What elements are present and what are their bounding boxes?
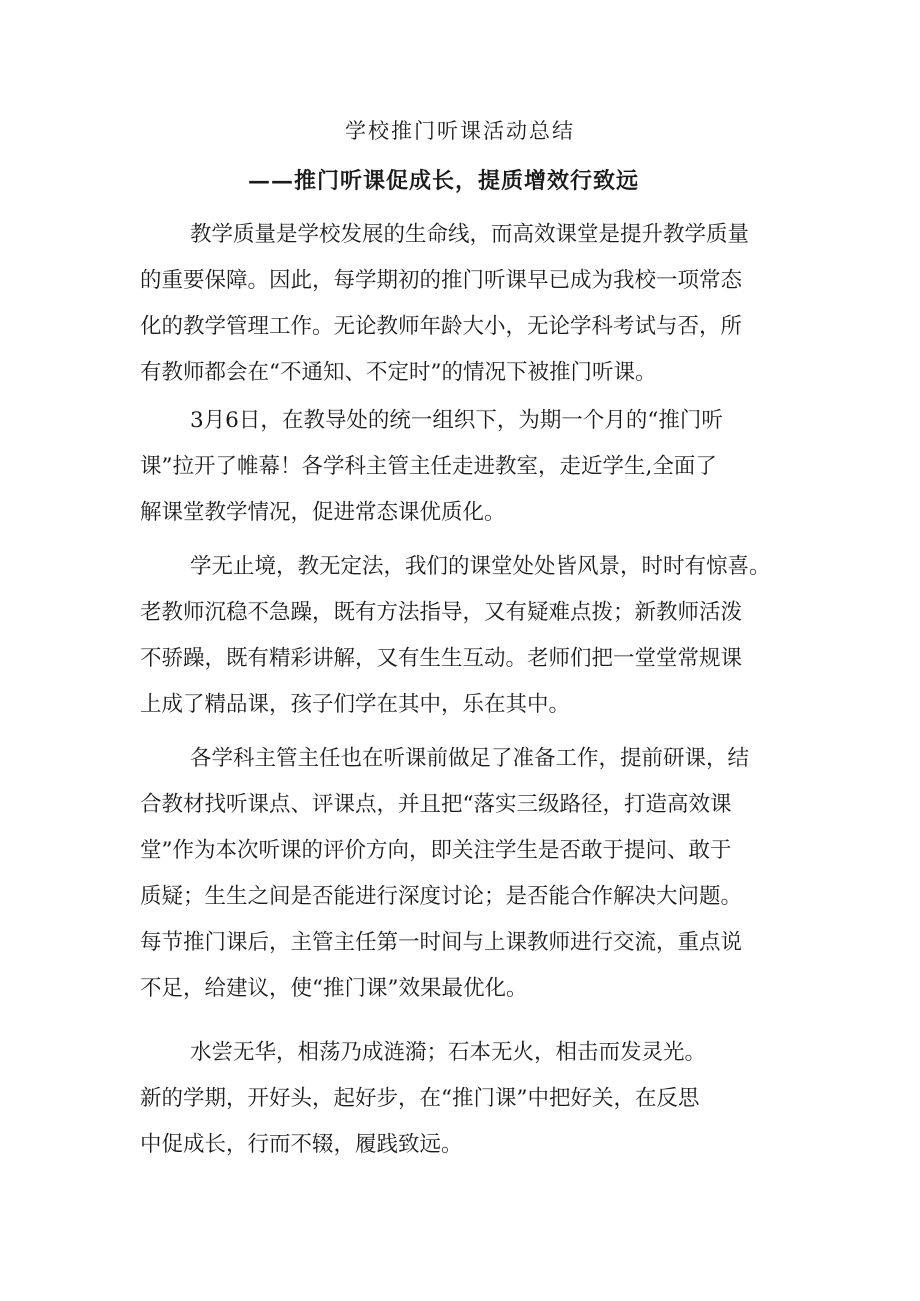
paragraph-line: 化的教学管理工作。无论教师年龄大小，无论学科考试与否，所 xyxy=(140,314,743,339)
paragraph-line: 合教材找听课点、评课点，并且把“落实三级路径，打造高效课 xyxy=(140,792,732,817)
paragraph-line: 中促成长，行而不辍，履践致远。 xyxy=(140,1132,463,1157)
paragraph-line: 水尝无华，相荡乃成涟漪；石本无火，相击而发灵光。 xyxy=(190,1040,707,1065)
paragraph-line: 不足，给建议，使“推门课”效果最优化。 xyxy=(140,976,528,1001)
paragraph-4 xyxy=(140,736,795,1012)
paragraph-line: 课”拉开了帷幕！各学科主管主任走进教室，走近学生,全面了 xyxy=(140,454,717,479)
paragraph-line: 的重要保障。因此，每学期初的推门听课早已成为我校一项常态 xyxy=(140,268,743,293)
paragraph-1 xyxy=(140,212,795,396)
paragraph-5 xyxy=(140,1030,795,1168)
paragraph-line: 学无止境，教无定法，我们的课堂处处皆风景，时时有惊喜。 xyxy=(190,554,771,579)
paragraph-line: 质疑；生生之间是否能进行深度讨论；是否能合作解决大问题。 xyxy=(140,884,743,909)
paragraph-line: 不骄躁，既有精彩讲解，又有生生互动。老师们把一堂堂常规课 xyxy=(140,646,743,671)
paragraph-line: 3月6日，在教导处的统一组织下，为期一个月的“推门听 xyxy=(190,408,723,433)
paragraph-line: 有教师都会在“不通知、不定时”的情况下被推门听课。 xyxy=(140,360,657,385)
paragraph-3 xyxy=(140,544,795,728)
paragraph-line: 解课堂教学情况，促进常态课优质化。 xyxy=(140,500,506,525)
document-subtitle: ——推门听课促成长，提质增效行致远 xyxy=(248,168,640,194)
paragraph-line: 新的学期，开好头，起好步，在“推门课”中把好关，在反思 xyxy=(140,1086,700,1111)
paragraph-line: 老教师沉稳不急躁，既有方法指导，又有疑难点拨；新教师活泼 xyxy=(140,600,743,625)
paragraph-line: 各学科主管主任也在听课前做足了准备工作，提前研课，结 xyxy=(190,746,750,771)
paragraph-line: 上成了精品课，孩子们学在其中，乐在其中。 xyxy=(140,692,571,717)
document-title: 学校推门听课活动总结 xyxy=(345,119,575,143)
paragraph-line: 每节推门课后，主管主任第一时间与上课教师进行交流，重点说 xyxy=(140,930,743,955)
paragraph-line: 教学质量是学校发展的生命线，而高效课堂是提升教学质量 xyxy=(190,222,750,247)
paragraph-2 xyxy=(140,398,795,536)
paragraph-line: 堂”作为本次听课的评价方向，即关注学生是否敢于提问、敢于 xyxy=(140,838,732,863)
